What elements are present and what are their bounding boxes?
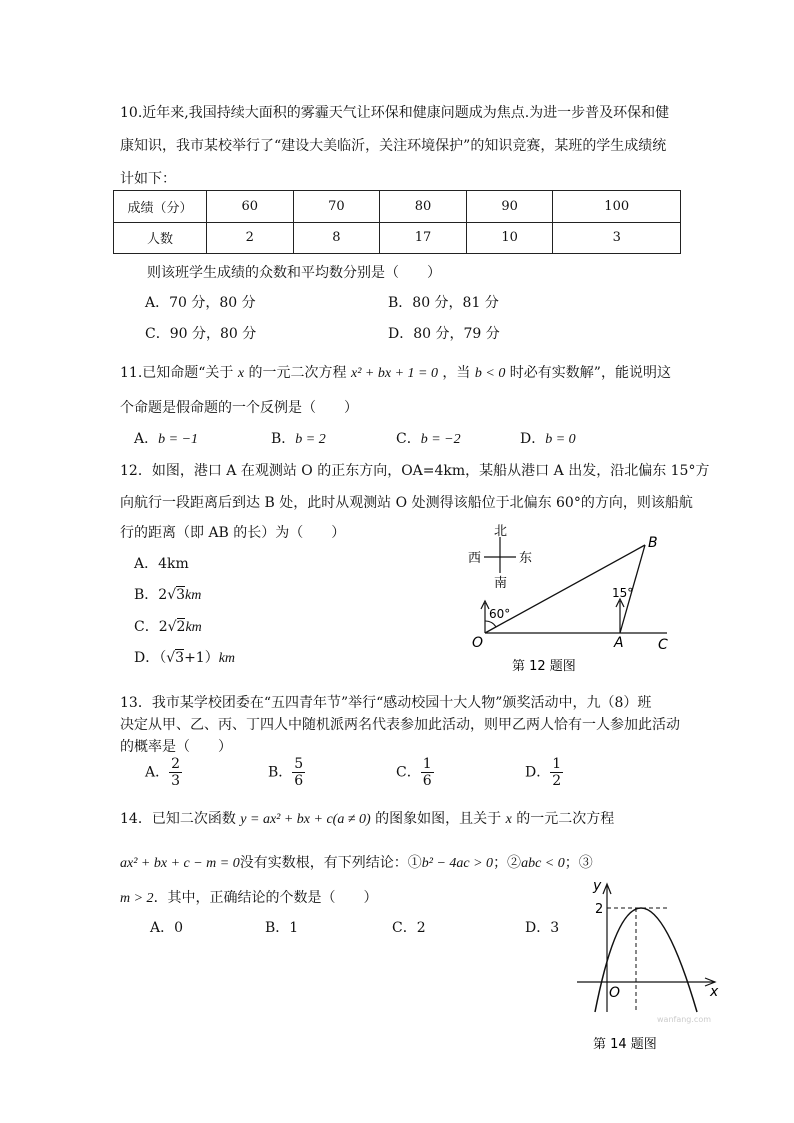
compass-west: 西 bbox=[468, 551, 482, 566]
angle-arc bbox=[485, 621, 496, 627]
q13-line2: 决定从甲、乙、丙、丁四人中随机派两名代表参加此活动，则甲乙两人恰有一人参加此活动 bbox=[120, 717, 680, 733]
q11-option-d bbox=[520, 428, 576, 448]
numerator: 2 bbox=[171, 756, 181, 772]
q14-text: 的图象如图，且关于 bbox=[375, 811, 502, 827]
option-math: b = 0 bbox=[545, 432, 576, 447]
q11-line1 bbox=[120, 362, 671, 382]
q14-text: ；② bbox=[493, 855, 522, 871]
q14-text: 没有实数根，有下列结论：① bbox=[239, 855, 422, 871]
point-c-label: C bbox=[658, 637, 668, 653]
fraction bbox=[550, 756, 563, 789]
table-cell: 90 bbox=[466, 191, 553, 223]
compass-north: 北 bbox=[494, 524, 508, 539]
watermark: wanfang.com bbox=[657, 1015, 712, 1024]
q11-option-a bbox=[134, 428, 198, 448]
q10-line1: 10.近年来,我国持续大面积的雾霾天气让环保和健康问题成为焦点.为进一步普及环保和健 bbox=[120, 105, 670, 121]
q10-option-a: A．70 分，80 分 bbox=[145, 295, 256, 311]
table-cell: 17 bbox=[380, 222, 467, 254]
q11-text: 时必有实数解”，能说明这 bbox=[509, 365, 671, 381]
option-label: D． bbox=[520, 431, 546, 447]
fraction bbox=[169, 756, 182, 789]
option-label: C． bbox=[396, 431, 421, 447]
point-a-label: A bbox=[614, 635, 624, 651]
unit: km bbox=[185, 620, 202, 635]
table-row bbox=[114, 222, 681, 254]
q12-option-b bbox=[134, 584, 201, 604]
option-label: D． bbox=[525, 764, 551, 781]
denominator: 3 bbox=[171, 773, 181, 789]
option-label: A． bbox=[145, 764, 170, 781]
option-math: b = −2 bbox=[420, 432, 461, 447]
q14-text: 14．已知二次函数 bbox=[120, 811, 236, 827]
option-label: B． bbox=[268, 764, 293, 781]
sqrt-symbol: √ bbox=[167, 587, 177, 603]
sqrt-radicand: 2 bbox=[176, 619, 186, 635]
table-cell: 100 bbox=[553, 191, 681, 223]
x-axis-label: x bbox=[710, 984, 719, 1000]
q14-var-x: x bbox=[505, 812, 512, 827]
fraction bbox=[421, 756, 434, 789]
q12-option-c bbox=[134, 616, 202, 636]
denominator: 6 bbox=[294, 773, 304, 789]
q11-condition: b < 0 bbox=[474, 366, 506, 381]
option-math: b = −1 bbox=[158, 432, 199, 447]
q14-option-c: C．2 bbox=[392, 920, 426, 936]
q11-option-c bbox=[396, 428, 461, 448]
figure-caption: 第 12 题图 bbox=[512, 659, 576, 674]
table-cell: 10 bbox=[466, 222, 553, 254]
q11-text: ，当 bbox=[442, 365, 471, 381]
option-label: B． bbox=[271, 431, 296, 447]
compass-east: 东 bbox=[519, 551, 533, 566]
q11-equation: x² + bx + 1 = 0 bbox=[351, 366, 438, 381]
q12-line1: 12．如图，港口 A 在观测站 O 的正东方向，OA=4km，某船从港口 A 出发，沿北偏东 15°方 bbox=[120, 463, 710, 479]
numerator: 1 bbox=[552, 756, 562, 772]
table-cell: 80 bbox=[380, 191, 467, 223]
q12-option-d bbox=[134, 647, 235, 667]
unit: km bbox=[218, 651, 236, 666]
q13-line1: 13．我市某学校团委在“五四青年节”举行“感动校园十大人物”颁奖活动中，九（8）班 bbox=[120, 695, 652, 711]
numerator: 5 bbox=[294, 756, 304, 772]
q10-line3: 计如下： bbox=[120, 171, 176, 187]
q14-text: 的一元二次方程 bbox=[516, 811, 615, 827]
q10-question: 则该班学生成绩的众数和平均数分别是（ ） bbox=[147, 265, 441, 281]
point-b-label: B bbox=[648, 535, 658, 551]
q14-line1 bbox=[120, 808, 614, 828]
q12-line2: 向航行一段距离后到达 B 处，此时从观测站 O 处测得该船位于北偏东 60°的方向，则该船航 bbox=[120, 495, 693, 511]
q14-option-b: B．1 bbox=[265, 920, 299, 936]
denominator: 6 bbox=[422, 773, 432, 789]
q11-text: 的一元二次方程 bbox=[248, 365, 347, 381]
q10-line2: 康知识，我市某校举行了“建设大美临沂，关注环境保护”的知识竞赛，某班的学生成绩统 bbox=[120, 138, 667, 154]
angle-60-label: 60° bbox=[489, 607, 511, 621]
score-table bbox=[113, 190, 681, 254]
unit: km bbox=[185, 588, 202, 603]
q14-line2 bbox=[120, 852, 593, 872]
q10-option-c: C．90 分，80 分 bbox=[145, 326, 257, 342]
q13-option-d bbox=[525, 756, 563, 789]
q14-line3 bbox=[120, 887, 378, 907]
q14-equation: ax² + bx + c − m = 0 bbox=[120, 856, 240, 871]
table-cell: 70 bbox=[293, 191, 380, 223]
q14-conclusion-3: m > 2 bbox=[120, 891, 154, 906]
q13-option-c bbox=[396, 756, 434, 789]
y-axis-label: y bbox=[593, 878, 602, 894]
q12-option-a: A．4km bbox=[134, 556, 189, 572]
q14-conclusion-2: abc < 0 bbox=[521, 856, 565, 871]
q11-line2: 个命题是假命题的一个反例是（ ） bbox=[120, 400, 358, 416]
denominator: 2 bbox=[552, 773, 562, 789]
table-cell: 60 bbox=[207, 191, 294, 223]
option-label: C．2 bbox=[134, 619, 168, 635]
q14-function: y = ax² + bx + c(a ≠ 0) bbox=[240, 812, 371, 827]
figure-caption: 第 14 题图 bbox=[593, 1037, 657, 1052]
sqrt-radicand: 3 bbox=[176, 587, 186, 603]
table-row bbox=[114, 191, 681, 223]
y-value-2: 2 bbox=[595, 902, 604, 917]
sqrt-symbol: √ bbox=[167, 619, 177, 635]
q10-option-b: B．80 分，81 分 bbox=[388, 295, 499, 311]
q13-line3: 的概率是（ ） bbox=[120, 739, 232, 755]
table-cell: 2 bbox=[207, 222, 294, 254]
option-label: D．（ bbox=[134, 650, 167, 666]
q14-option-a: A．0 bbox=[150, 920, 184, 936]
q14-text: ；③ bbox=[564, 855, 593, 871]
q14-text: ．其中，正确结论的个数是（ ） bbox=[153, 890, 378, 906]
q13-option-a bbox=[145, 756, 182, 789]
compass-south: 南 bbox=[494, 576, 508, 591]
table-header-count: 人数 bbox=[114, 222, 207, 254]
q14-option-d: D．3 bbox=[525, 920, 560, 936]
q12-figure bbox=[460, 515, 700, 677]
q11-text: 11.已知命题“关于 bbox=[120, 365, 234, 381]
option-label: A． bbox=[134, 431, 159, 447]
numerator: 1 bbox=[422, 756, 432, 772]
q11-var-x: x bbox=[237, 366, 245, 381]
option-text: +1） bbox=[184, 650, 219, 666]
fraction bbox=[292, 756, 305, 789]
table-cell: 8 bbox=[293, 222, 380, 254]
q10-option-d: D．80 分，79 分 bbox=[388, 326, 500, 342]
table-header-score: 成绩（分） bbox=[114, 191, 207, 223]
q13-option-b bbox=[268, 756, 305, 789]
table-cell: 3 bbox=[553, 222, 681, 254]
q12-line3: 行的距离（即 AB 的长）为（ ） bbox=[120, 525, 346, 541]
q14-figure bbox=[565, 872, 730, 1057]
angle-15-label: 15° bbox=[612, 586, 634, 600]
q11-option-b bbox=[271, 428, 326, 448]
option-label: B．2 bbox=[134, 587, 168, 603]
sqrt-radicand: 3 bbox=[175, 650, 185, 666]
option-math: b = 2 bbox=[295, 432, 326, 447]
sqrt-symbol: √ bbox=[166, 650, 176, 666]
point-o-label: O bbox=[472, 635, 484, 651]
origin-label: O bbox=[609, 985, 621, 1001]
q14-conclusion-1: b² − 4ac > 0 bbox=[421, 856, 494, 871]
option-label: C． bbox=[396, 764, 421, 781]
